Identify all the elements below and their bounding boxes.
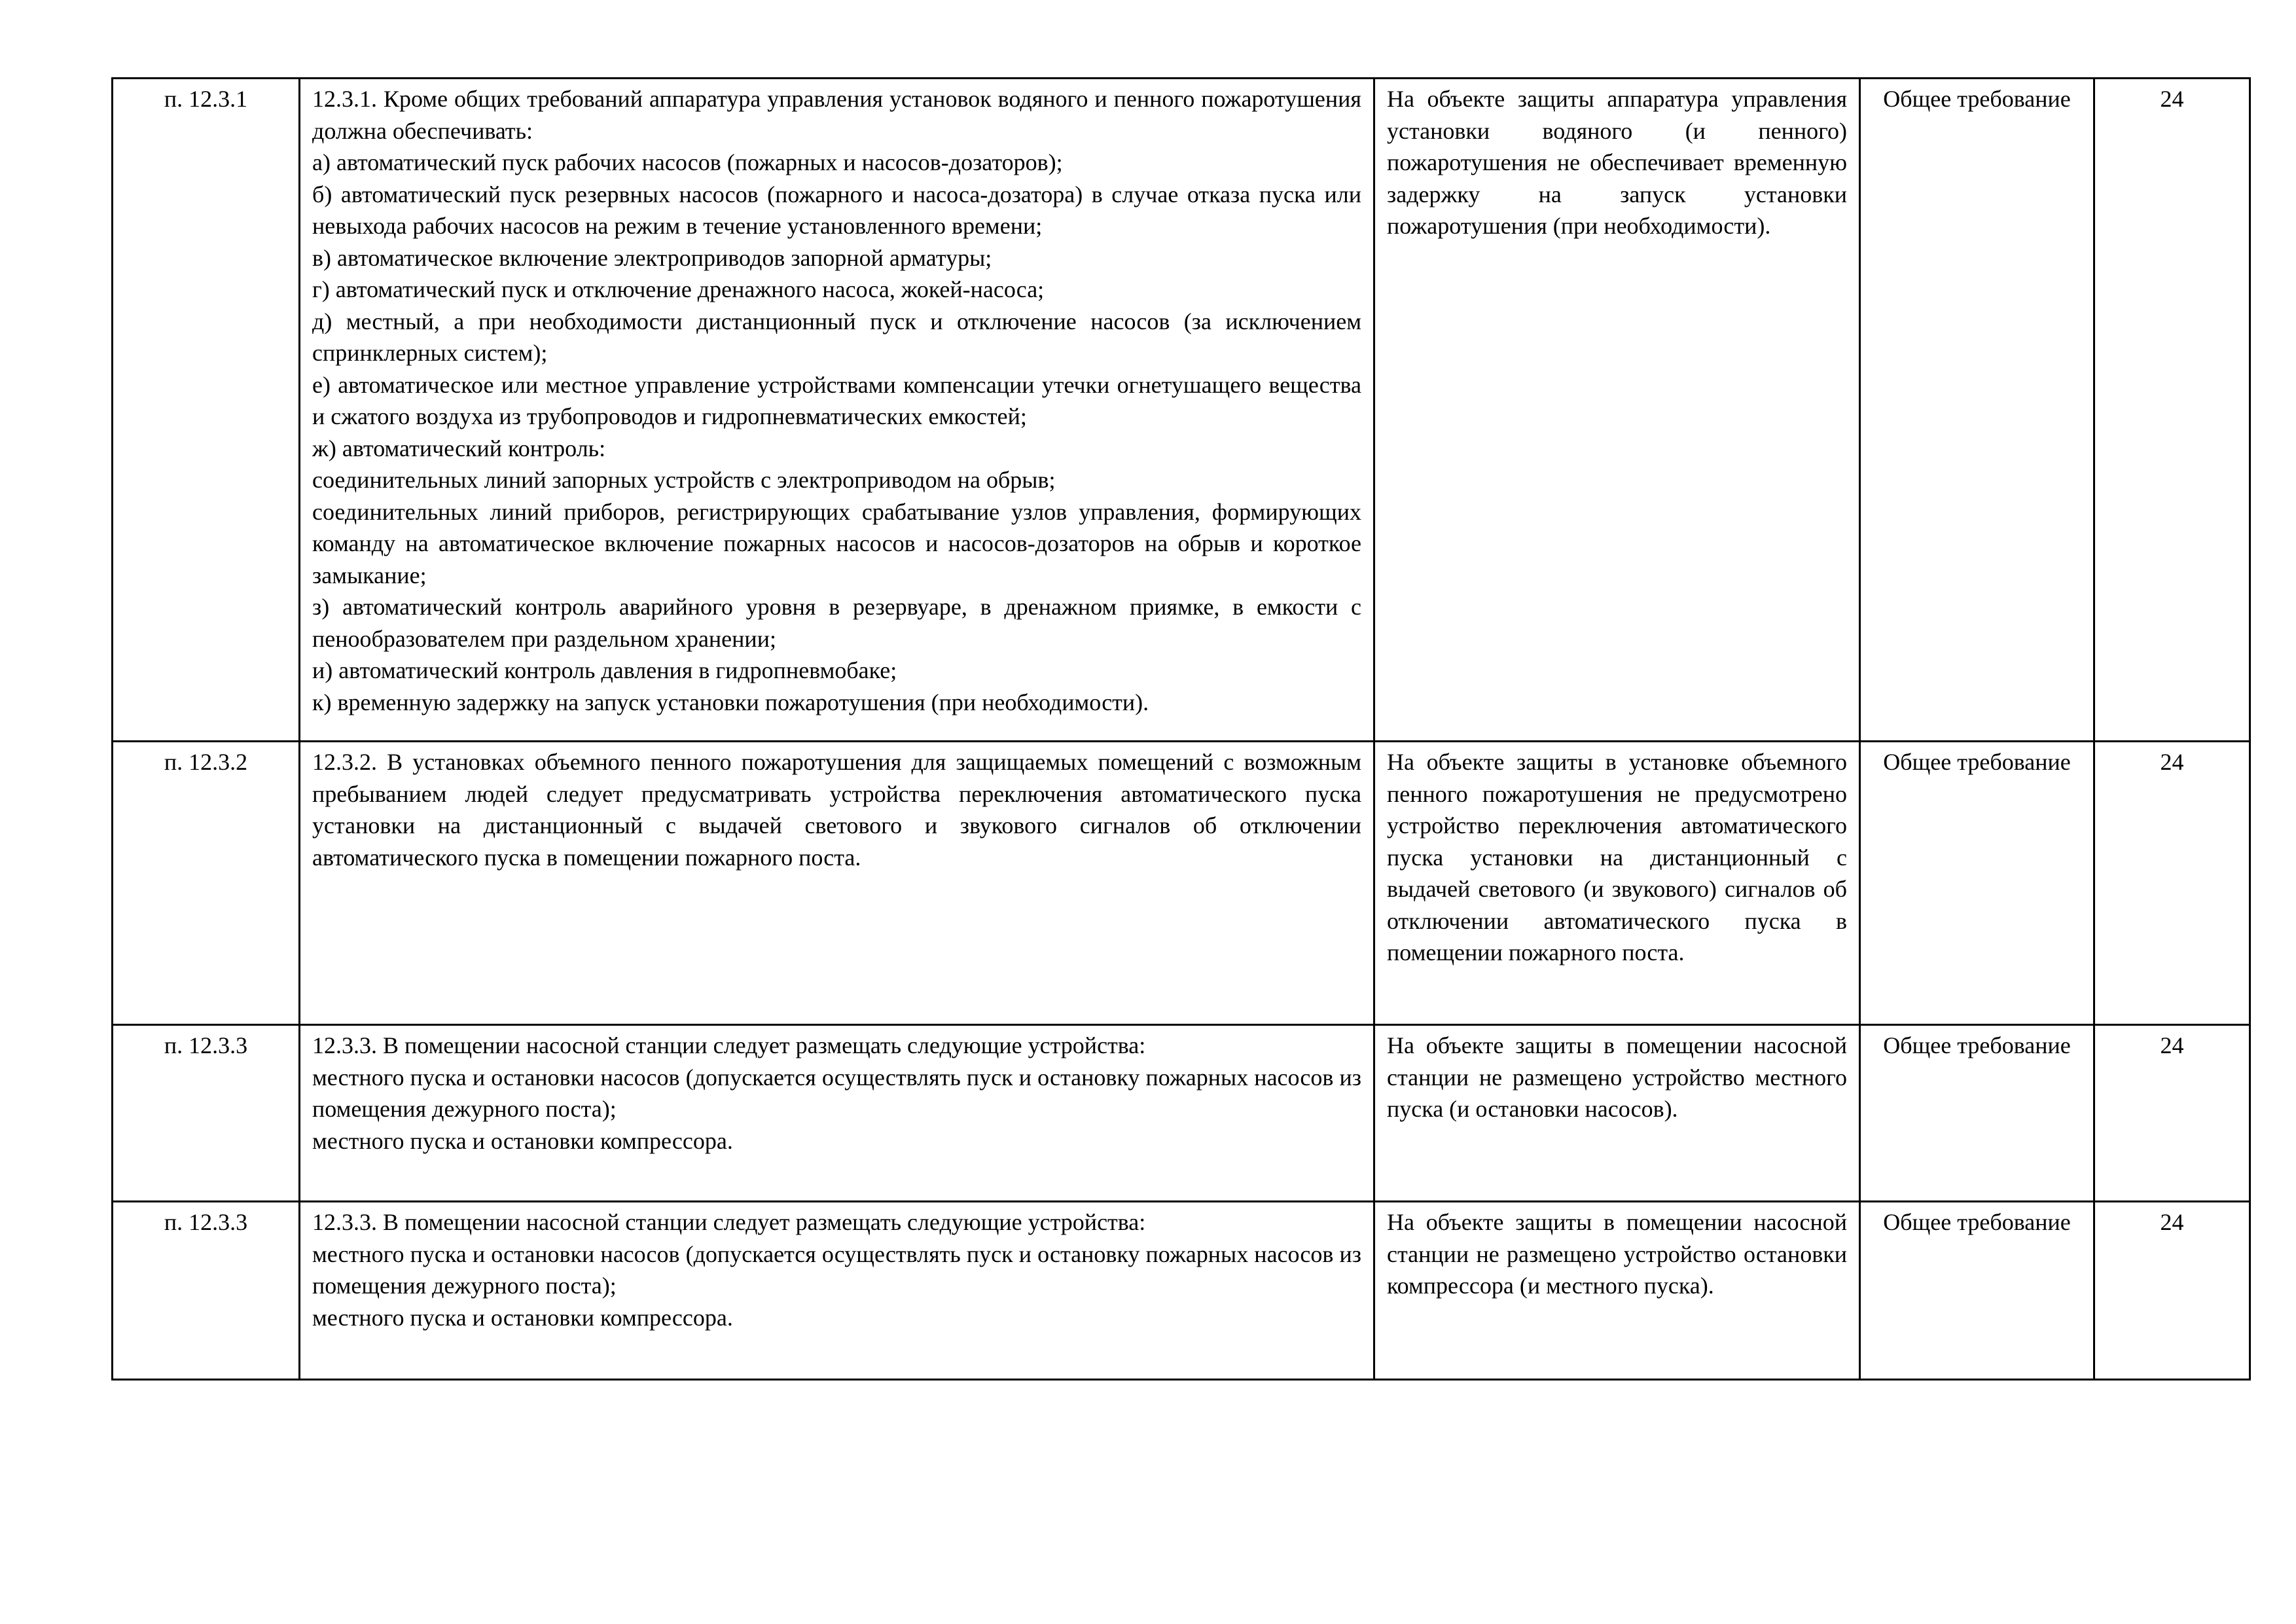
requirement-paragraph: 12.3.3. В помещении насосной станции следует размещать следующие устройства: [312,1209,1146,1235]
clause-reference: п. 12.3.3 [164,1209,248,1235]
table-row [113,1025,2250,1202]
requirement-paragraph: 12.3.2. В установках объемного пенного пожаротушения для защищаемых помещений с возможным пребыванием людей следует предусматривать устройства переключения автоматического пуска установки на дистанционный с выдачей светового и звукового сигналов об отключении автоматического пуска в помещении пожарного поста. [312,749,1361,871]
requirement-paragraph: местного пуска и остановки насосов (допускается осуществлять пуск и остановку пожарных насосов из помещения дежурного поста); [312,1064,1361,1122]
violation-description-cell [1374,1202,1860,1380]
violation-description: На объекте защиты в помещении насосной станции не размещено устройство местного пуска (и остановки насосов). [1387,1032,1847,1122]
requirement-category-cell [1860,742,2094,1025]
row-number: 24 [2160,1209,2184,1235]
clause-reference-cell [113,1202,300,1380]
requirement-paragraph: в) автоматическое включение электроприводов запорной арматуры; [312,244,992,271]
requirement-paragraph: 12.3.3. В помещении насосной станции следует размещать следующие устройства: [312,1032,1146,1058]
row-number: 24 [2160,749,2184,775]
requirement-category-cell [1860,1202,2094,1380]
requirement-category: Общее требование [1883,1209,2071,1235]
requirement-paragraph: е) автоматическое или местное управление устройствами компенсации утечки огнетушащего вещества и сжатого воздуха из трубопроводов и гидропневматических емкостей; [312,371,1361,429]
row-number: 24 [2160,1032,2184,1058]
clause-reference: п. 12.3.1 [164,86,248,112]
violation-description: На объекте защиты аппаратура управления установки водяного (и пенного) пожаротушения не обеспечивает временную задержку на запуск установки пожаротушения (при необходимости). [1387,86,1847,239]
requirement-paragraph: соединительных линий приборов, регистрирующих срабатывание узлов управления, формирующих команду на автоматическое включение пожарных насосов и насосов-дозаторов на обрыв и короткое замыкание; [312,498,1361,588]
clause-reference: п. 12.3.3 [164,1032,248,1058]
clause-reference-cell [113,742,300,1025]
violation-description: На объекте защиты в установке объемного пенного пожаротушения не предусмотрено устройство переключения автоматического пуска установки на дистанционный с выдачей светового (и звукового) сигналов об отключении автоматического пуска в помещении пожарного поста. [1387,749,1847,965]
violation-description-cell [1374,742,1860,1025]
requirement-paragraph: соединительных линий запорных устройств с электроприводом на обрыв; [312,467,1056,493]
number-cell [2094,1202,2250,1380]
requirement-paragraph: к) временную задержку на запуск установки пожаротушения (при необходимости). [312,689,1149,715]
table-row [113,1202,2250,1380]
row-number: 24 [2160,86,2184,112]
requirement-paragraph: ж) автоматический контроль: [312,435,606,461]
clause-reference: п. 12.3.2 [164,749,248,775]
requirement-category-cell [1860,79,2094,742]
requirement-text-cell [300,742,1374,1025]
number-cell [2094,1025,2250,1202]
requirement-paragraph: д) местный, а при необходимости дистанционный пуск и отключение насосов (за исключением спринклерных систем); [312,308,1361,366]
requirement-category-cell [1860,1025,2094,1202]
violation-description: На объекте защиты в помещении насосной станции не размещено устройство остановки компрессора (и местного пуска). [1387,1209,1847,1299]
requirements-table [111,77,2251,1380]
clause-reference-cell [113,1025,300,1202]
violation-description-cell [1374,79,1860,742]
number-cell [2094,742,2250,1025]
requirement-paragraph: з) автоматический контроль аварийного уровня в резервуаре, в дренажном приямке, в емкости с пенообразователем при раздельном хранении; [312,594,1361,652]
requirement-paragraph: 12.3.1. Кроме общих требований аппаратура управления установок водяного и пенного пожаротушения должна обеспечивать: [312,86,1361,144]
table-row [113,79,2250,742]
requirement-paragraph: местного пуска и остановки насосов (допускается осуществлять пуск и остановку пожарных насосов из помещения дежурного поста); [312,1240,1361,1299]
requirement-paragraph: местного пуска и остановки компрессора. [312,1304,733,1331]
clause-reference-cell [113,79,300,742]
requirement-text-cell [300,1025,1374,1202]
requirement-paragraph: б) автоматический пуск резервных насосов (пожарного и насоса-дозатора) в случае отказа пуска или невыхода рабочих насосов на режим в течение установленного времени; [312,181,1361,239]
requirement-category: Общее требование [1883,749,2071,775]
table-row [113,742,2250,1025]
requirement-category: Общее требование [1883,1032,2071,1058]
requirement-text-cell [300,1202,1374,1380]
violation-description-cell [1374,1025,1860,1202]
requirement-paragraph: а) автоматический пуск рабочих насосов (пожарных и насосов-дозаторов); [312,149,1063,175]
requirement-paragraph: местного пуска и остановки компрессора. [312,1127,733,1154]
requirement-text-cell [300,79,1374,742]
requirement-paragraph: и) автоматический контроль давления в гидропневмобаке; [312,657,897,683]
requirement-category: Общее требование [1883,86,2071,112]
requirement-paragraph: г) автоматический пуск и отключение дренажного насоса, жокей-насоса; [312,276,1045,302]
number-cell [2094,79,2250,742]
